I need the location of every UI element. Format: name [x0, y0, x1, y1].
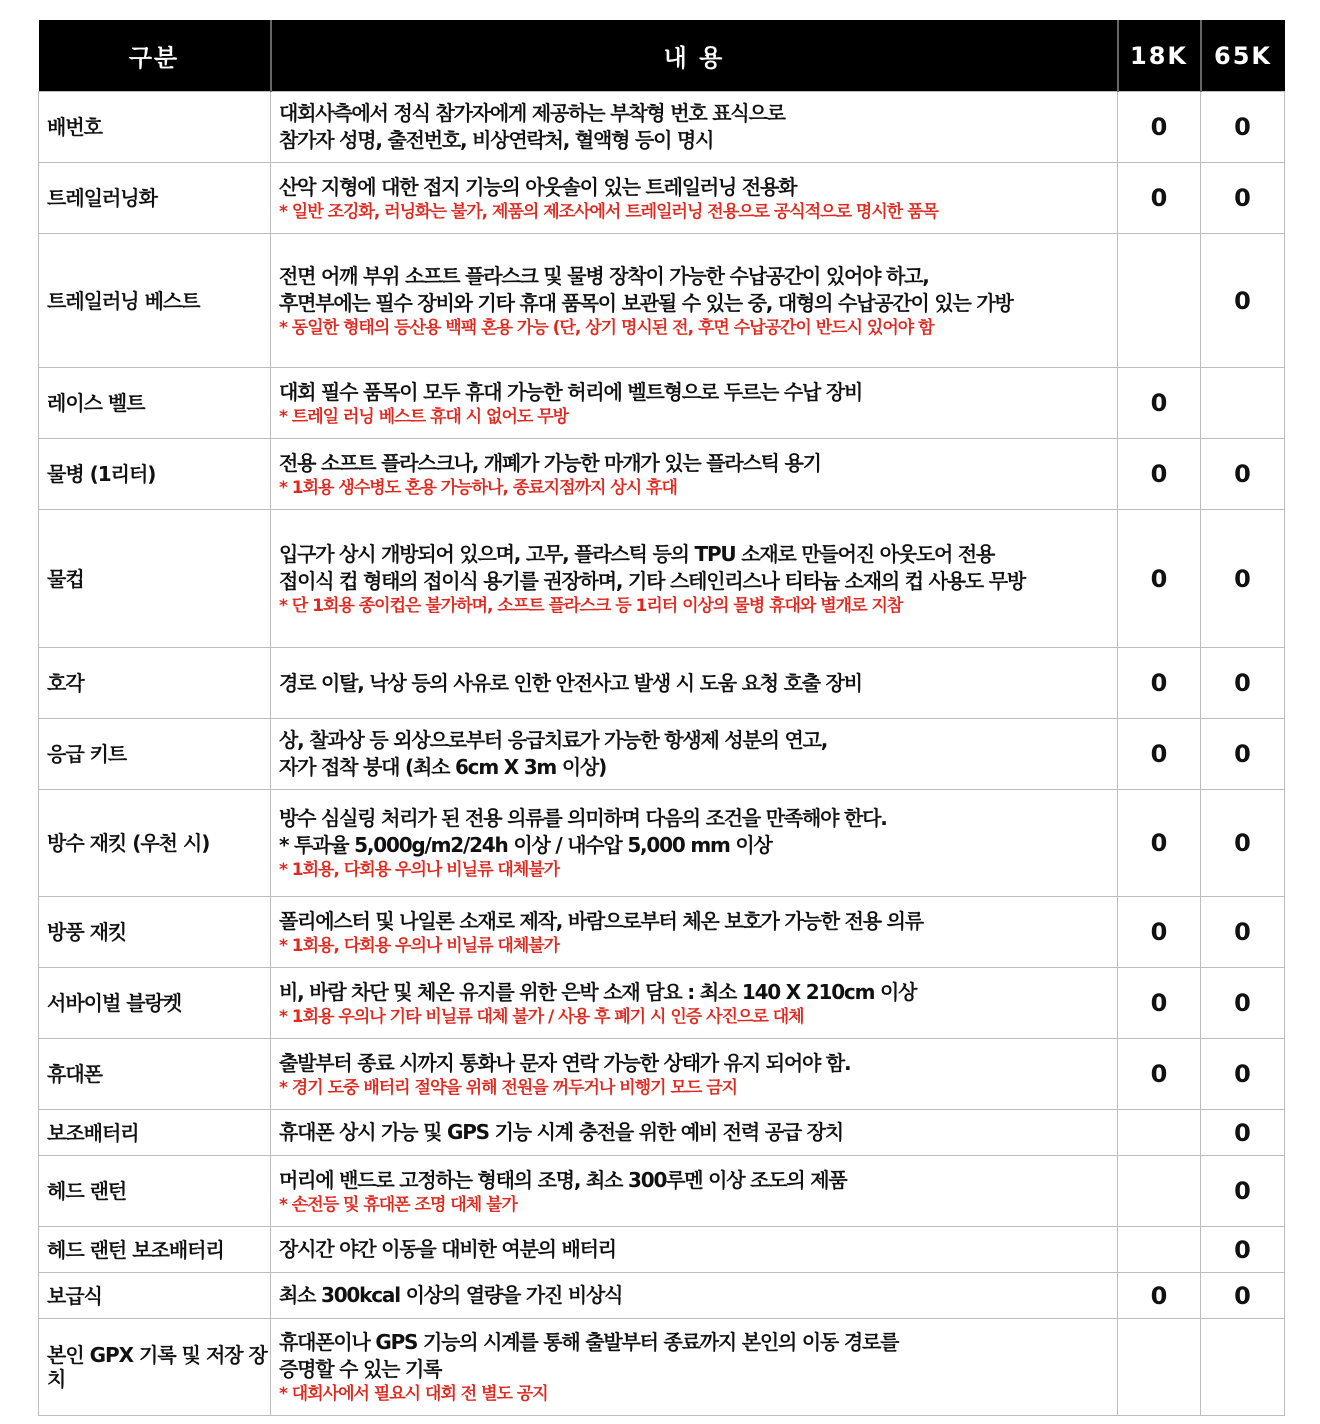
- gear-category: 휴대폰: [39, 1039, 271, 1110]
- mark-18k: 0: [1118, 968, 1201, 1039]
- header-18k: 18K: [1118, 20, 1201, 92]
- gear-category: 호각: [39, 648, 271, 719]
- requirement-note: * 경기 도중 배터리 절약을 위해 전원을 꺼두거나 비행기 모드 금지: [279, 1077, 738, 1098]
- table-row: [39, 1273, 1285, 1319]
- gear-description: [271, 719, 1118, 790]
- mark-18k: 0: [1118, 163, 1201, 234]
- mark-65k: [1201, 368, 1285, 439]
- gear-description: [271, 790, 1118, 897]
- table-row: [39, 648, 1285, 719]
- gear-category: 본인 GPX 기록 및 저장 장치: [39, 1319, 271, 1416]
- header-row: [39, 20, 1285, 92]
- gear-category: 물컵: [39, 510, 271, 648]
- gear-description: [271, 1319, 1118, 1416]
- description-line: 비, 바람 차단 및 체온 유지를 위한 은박 소재 담요 : 최소 140 X 210cm 이상: [279, 979, 917, 1004]
- description-line: 상, 찰과상 등 외상으로부터 응급치료가 가능한 항생제 성분의 연고,: [279, 728, 828, 752]
- description-line: 대회 필수 품목이 모두 휴대 가능한 허리에 벨트형으로 두르는 수납 장비: [279, 379, 863, 404]
- mark-65k: 0: [1201, 648, 1285, 719]
- mark-18k: 0: [1118, 790, 1201, 897]
- mark-65k: 0: [1201, 234, 1285, 368]
- mark-18k: [1118, 1227, 1201, 1273]
- table-row: [39, 1039, 1285, 1110]
- description-line: 입구가 상시 개방되어 있으며, 고무, 플라스틱 등의 TPU 소재로 만들어진 아웃도어 전용: [279, 541, 995, 566]
- gear-category: 트레일러닝화: [39, 163, 271, 234]
- required-gear-table: [38, 20, 1285, 1416]
- mark-18k: 0: [1118, 439, 1201, 510]
- header-content: 내 용: [271, 20, 1118, 92]
- gear-category: 방풍 재킷: [39, 897, 271, 968]
- requirement-note: * 1회용, 다회용 우의나 비닐류 대체불가: [279, 860, 560, 880]
- gear-description: [271, 897, 1118, 968]
- requirement-note: * 단 1회용 종이컵은 불가하며, 소프트 플라스크 등 1리터 이상의 물병 휴대와 별개로 지참: [279, 595, 903, 616]
- mark-65k: 0: [1201, 1039, 1285, 1110]
- table-row: [39, 968, 1285, 1039]
- mark-18k: 0: [1118, 1039, 1201, 1110]
- gear-description: [271, 1110, 1118, 1156]
- gear-category: 서바이벌 블랑켓: [39, 968, 271, 1039]
- description-line: 출발부터 종료 시까지 통화나 문자 연락 가능한 상태가 유지 되어야 함.: [279, 1050, 851, 1075]
- mark-18k: [1118, 1319, 1201, 1416]
- gear-category: 헤드 랜턴 보조배터리: [39, 1227, 271, 1273]
- description-line: 참가자 성명, 출전번호, 비상연락처, 혈액형 등이 명시: [279, 128, 714, 152]
- table-row: [39, 1156, 1285, 1227]
- description-line: 머리에 밴드로 고정하는 형태의 조명, 최소 300루멘 이상 조도의 제품: [279, 1167, 847, 1192]
- gear-description: [271, 234, 1118, 368]
- description-line: 휴대폰 상시 가능 및 GPS 기능 시계 충전을 위한 예비 전력 공급 장치: [279, 1120, 844, 1144]
- mark-18k: 0: [1118, 648, 1201, 719]
- description-line: 산악 지형에 대한 접지 기능의 아웃솔이 있는 트레일러닝 전용화: [279, 174, 797, 199]
- requirement-note: * 1회용 우의나 기타 비닐류 대체 불가 / 사용 후 폐기 시 인증 사진으로 대체: [279, 1006, 804, 1027]
- gear-description: [271, 510, 1118, 648]
- mark-18k: [1118, 1156, 1201, 1227]
- requirement-note: * 1회용, 다회용 우의나 비닐류 대체불가: [279, 935, 560, 956]
- gear-category: 레이스 벨트: [39, 368, 271, 439]
- gear-category: 보급식: [39, 1273, 271, 1319]
- requirement-note: * 1회용 생수병도 혼용 가능하나, 종료지점까지 상시 휴대: [279, 477, 677, 498]
- table-row: [39, 439, 1285, 510]
- description-line: 접이식 컵 형태의 접이식 용기를 권장하며, 기타 스테인리스나 티타늄 소재의 컵 사용도 무방: [279, 568, 1025, 593]
- table-row: [39, 897, 1285, 968]
- requirement-note: * 동일한 형태의 등산용 백팩 혼용 가능 (단, 상기 명시된 전, 후면 수납공간이 반드시 있어야 함: [279, 317, 934, 338]
- mark-18k: 0: [1118, 897, 1201, 968]
- mark-18k: [1118, 234, 1201, 368]
- mark-65k: 0: [1201, 92, 1285, 163]
- gear-description: [271, 1156, 1118, 1227]
- requirement-note: * 트레일 러닝 베스트 휴대 시 없어도 무방: [279, 406, 569, 427]
- gear-description: [271, 1227, 1118, 1273]
- description-line: 폴리에스터 및 나일론 소재로 제작, 바람으로부터 체온 보호가 가능한 전용 의류: [279, 908, 923, 933]
- description-line: 증명할 수 있는 기록: [279, 1357, 442, 1381]
- table-row: [39, 790, 1285, 897]
- mark-65k: 0: [1201, 897, 1285, 968]
- table-row: [39, 163, 1285, 234]
- description-line: 전면 어깨 부위 소프트 플라스크 및 물병 장착이 가능한 수납공간이 있어야 하고,: [279, 263, 929, 288]
- mark-65k: [1201, 1319, 1285, 1416]
- table-row: [39, 92, 1285, 163]
- gear-table-body: [39, 92, 1285, 1416]
- table-row: [39, 510, 1285, 648]
- mark-65k: 0: [1201, 790, 1285, 897]
- mark-18k: 0: [1118, 368, 1201, 439]
- gear-category: 헤드 랜턴: [39, 1156, 271, 1227]
- description-line: 자가 접착 붕대 (최소 6cm X 3m 이상): [279, 755, 607, 779]
- gear-description: [271, 968, 1118, 1039]
- mark-65k: 0: [1201, 719, 1285, 790]
- description-line: 방수 심실링 처리가 된 전용 의류를 의미하며 다음의 조건을 만족해야 한다.: [279, 806, 887, 830]
- requirement-note: * 대회사에서 필요시 대회 전 별도 공지: [279, 1384, 548, 1404]
- description-line: 최소 300kcal 이상의 열량을 가진 비상식: [279, 1283, 623, 1307]
- gear-category: 물병 (1리터): [39, 439, 271, 510]
- mark-18k: 0: [1118, 1273, 1201, 1319]
- table-row: [39, 719, 1285, 790]
- mark-18k: 0: [1118, 510, 1201, 648]
- table-row: [39, 1110, 1285, 1156]
- gear-description: [271, 163, 1118, 234]
- table-row: [39, 1227, 1285, 1273]
- requirement-note: * 손전등 및 휴대폰 조명 대체 불가: [279, 1194, 517, 1215]
- table-row: [39, 234, 1285, 368]
- requirement-note: * 일반 조깅화, 러닝화는 불가, 제품의 제조사에서 트레일러닝 전용으로 공식적으로 명시한 품목: [279, 201, 938, 222]
- gear-description: [271, 1039, 1118, 1110]
- gear-description: [271, 368, 1118, 439]
- description-line: * 투과율 5,000g/m2/24h 이상 / 내수압 5,000 mm 이상: [279, 833, 772, 857]
- gear-category: 트레일러닝 베스트: [39, 234, 271, 368]
- description-line: 휴대폰이나 GPS 기능의 시계를 통해 출발부터 종료까지 본인의 이동 경로를: [279, 1330, 899, 1354]
- mark-18k: 0: [1118, 719, 1201, 790]
- gear-description: [271, 1273, 1118, 1319]
- gear-category: 방수 재킷 (우천 시): [39, 790, 271, 897]
- gear-category: 응급 키트: [39, 719, 271, 790]
- header-65k: 65K: [1201, 20, 1285, 92]
- mark-18k: [1118, 1110, 1201, 1156]
- description-line: 전용 소프트 플라스크나, 개폐가 가능한 마개가 있는 플라스틱 용기: [279, 450, 821, 475]
- gear-category: 보조배터리: [39, 1110, 271, 1156]
- mark-65k: 0: [1201, 510, 1285, 648]
- gear-description: [271, 439, 1118, 510]
- table-row: [39, 368, 1285, 439]
- description-line: 장시간 야간 이동을 대비한 여분의 배터리: [279, 1237, 616, 1261]
- description-line: 경로 이탈, 낙상 등의 사유로 인한 안전사고 발생 시 도움 요청 호출 장비: [279, 670, 862, 695]
- mark-65k: 0: [1201, 1110, 1285, 1156]
- header-category: 구분: [39, 20, 271, 92]
- description-line: 대회사측에서 정식 참가자에게 제공하는 부착형 번호 표식으로: [279, 101, 785, 125]
- gear-category: 배번호: [39, 92, 271, 163]
- table-row: [39, 1319, 1285, 1416]
- description-line: 후면부에는 필수 장비와 기타 휴대 품목이 보관될 수 있는 중, 대형의 수납공간이 있는 가방: [279, 290, 1013, 315]
- mark-65k: 0: [1201, 1156, 1285, 1227]
- mark-65k: 0: [1201, 968, 1285, 1039]
- mark-65k: 0: [1201, 163, 1285, 234]
- mark-18k: 0: [1118, 92, 1201, 163]
- gear-description: [271, 648, 1118, 719]
- mark-65k: 0: [1201, 1227, 1285, 1273]
- mark-65k: 0: [1201, 439, 1285, 510]
- mark-65k: 0: [1201, 1273, 1285, 1319]
- gear-description: [271, 92, 1118, 163]
